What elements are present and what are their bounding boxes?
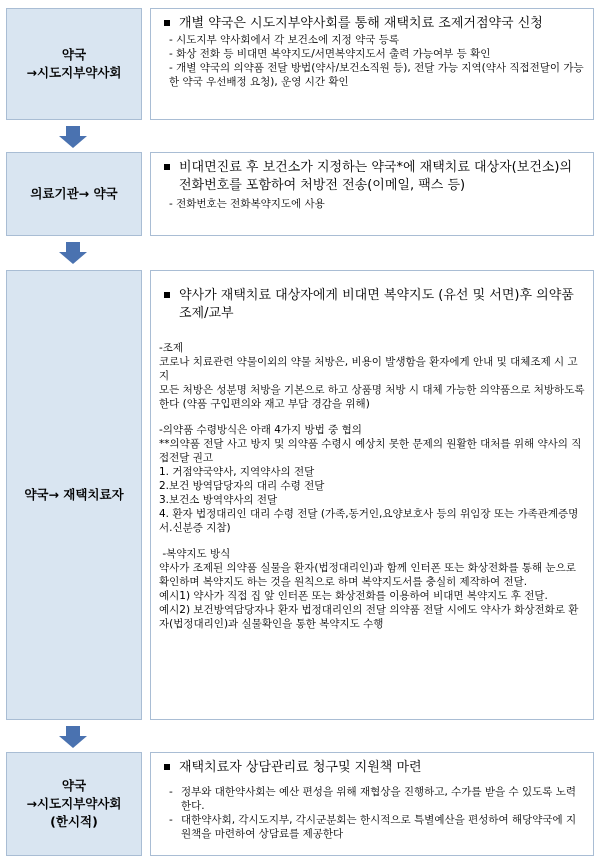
section-3-para-2-line: 4. 환자 법정대리인 대리 수령 전달 (가족,동거인,요양보호사 등의 위임장 또는 가족관계증명서.신분증 지참) [159, 508, 579, 534]
section-1-content-box [150, 8, 594, 120]
section-3-para-3-line: 예시2) 보건방역담당자나 환자 법정대리인의 전달 의약품 전달 시에도 약사가 화상전화로 환자(법정대리인)과 실물확인을 통한 복약지도 수행 [159, 604, 579, 630]
square-bullet-icon [164, 164, 170, 170]
section-3-para-2-line: **의약품 전달 사고 방지 및 의약품 수령시 예상치 못한 문제의 원활한 대처를 위해 약사의 직접전달 권고 [159, 438, 582, 464]
section-4-label-line-2: →시도지부약사회 [26, 796, 122, 811]
section-2-content-box [150, 152, 594, 236]
section-3-label-box [6, 270, 142, 720]
section-2-label-box [6, 152, 142, 236]
section-3-para-1-line: 코로나 치료관련 약물이외의 약물 처방은, 비용이 발생함을 환자에게 안내 및 대체조제 시 고지 [159, 356, 578, 382]
square-bullet-icon [164, 292, 170, 298]
section-3-bullet: 약사가 재택치료 대상자에게 비대면 복약지도 (유선 및 서면)후 의약품 조제/교부 [159, 287, 585, 323]
section-3-para-1-line: -조제 [159, 342, 184, 354]
section-1-detail: - 개별 약국의 의약품 전달 방법(약사/보건소직원 등), 전달 가능 지역(약사 직접전달이 가능한 약국 우선배정 요청), 운영 시간 확인 [169, 62, 584, 88]
section-1-bullet: 개별 약국은 시도지부약사회를 통해 재택치료 조제거점약국 신청 [159, 15, 585, 33]
section-2-detail: - 전화번호는 전화복약지도에 사용 [169, 198, 325, 210]
square-bullet-icon [164, 20, 170, 26]
section-3-para-2-line: -의약품 수령방식은 아래 4가지 방법 중 협의 [159, 424, 362, 436]
section-3-para-2-line: 2.보건 방역담당자의 대리 수령 전달 [159, 480, 325, 492]
section-4-detail: - 대한약사회, 각시도지부, 각시군분회는 한시적으로 특별예산을 편성하여 해당약국에 지원책을 마련하여 상담료를 제공한다 [159, 813, 585, 841]
down-arrow-icon [58, 126, 88, 148]
section-1-label-line-2: →시도지부약사회 [26, 65, 122, 80]
section-1-label-box [6, 8, 142, 120]
section-2-bullet: 비대면진료 후 보건소가 지정하는 약국*에 재택치료 대상자(보건소)의 전화번호를 포함하여 처방전 전송(이메일, 팩스 등) [159, 159, 585, 195]
section-3-content-box [150, 270, 594, 720]
section-4-content-box [150, 752, 594, 856]
section-3-para-2-line: 1. 거점약국약사, 지역약사의 전달 [159, 466, 315, 478]
square-bullet-icon [164, 764, 170, 770]
down-arrow-icon [58, 242, 88, 264]
section-4-label-line-1: 약국 [61, 778, 87, 793]
section-3-para-3-line: 예시1) 약사가 직접 집 앞 인터폰 또는 화상전화를 이용하여 비대면 복약지도 후 전달. [159, 590, 548, 602]
section-3-para-3-line: -복약지도 방식 [159, 548, 231, 560]
section-1-detail: - 화상 전화 등 비대면 복약지도/서면복약지도서 출력 가능여부 등 확인 [169, 48, 491, 60]
section-3-para-3-line: 약사가 조제된 의약품 실물을 환자(법정대리인)과 함께 인터폰 또는 화상전화를 통해 눈으로 확인하며 복약지도 하는 것을 원칙으로 하며 복약지도서를 충실히 제작하여 전달. [159, 562, 576, 588]
section-3-para-1-line: 모든 처방은 성분명 처방을 기본으로 하고 상품명 처방 시 대체 가능한 의약품으로 처방하도록 한다 (약품 구입편의와 재고 부담 경감을 위해) [159, 384, 585, 410]
section-3-para-2-line: 3.보건소 방역약사의 전달 [159, 494, 278, 506]
section-2-label-line-1: 의료기관→ 약국 [30, 186, 118, 201]
section-3-label-line-1: 약국→ 재택치료자 [24, 487, 124, 502]
section-4-detail: - 정부와 대한약사회는 예산 편성을 위해 재협상을 진행하고, 수가를 받을 수 있도록 노력한다. [159, 785, 585, 813]
section-4-bullet: 재택치료자 상담관리료 청구및 지원책 마련 [159, 759, 585, 777]
section-4-label-line-3: (한시적) [50, 814, 98, 829]
section-4-label-box [6, 752, 142, 856]
section-1-label-line-1: 약국 [61, 47, 87, 62]
section-1-detail: - 시도지부 약사회에서 각 보건소에 지정 약국 등록 [169, 34, 400, 46]
down-arrow-icon [58, 726, 88, 748]
